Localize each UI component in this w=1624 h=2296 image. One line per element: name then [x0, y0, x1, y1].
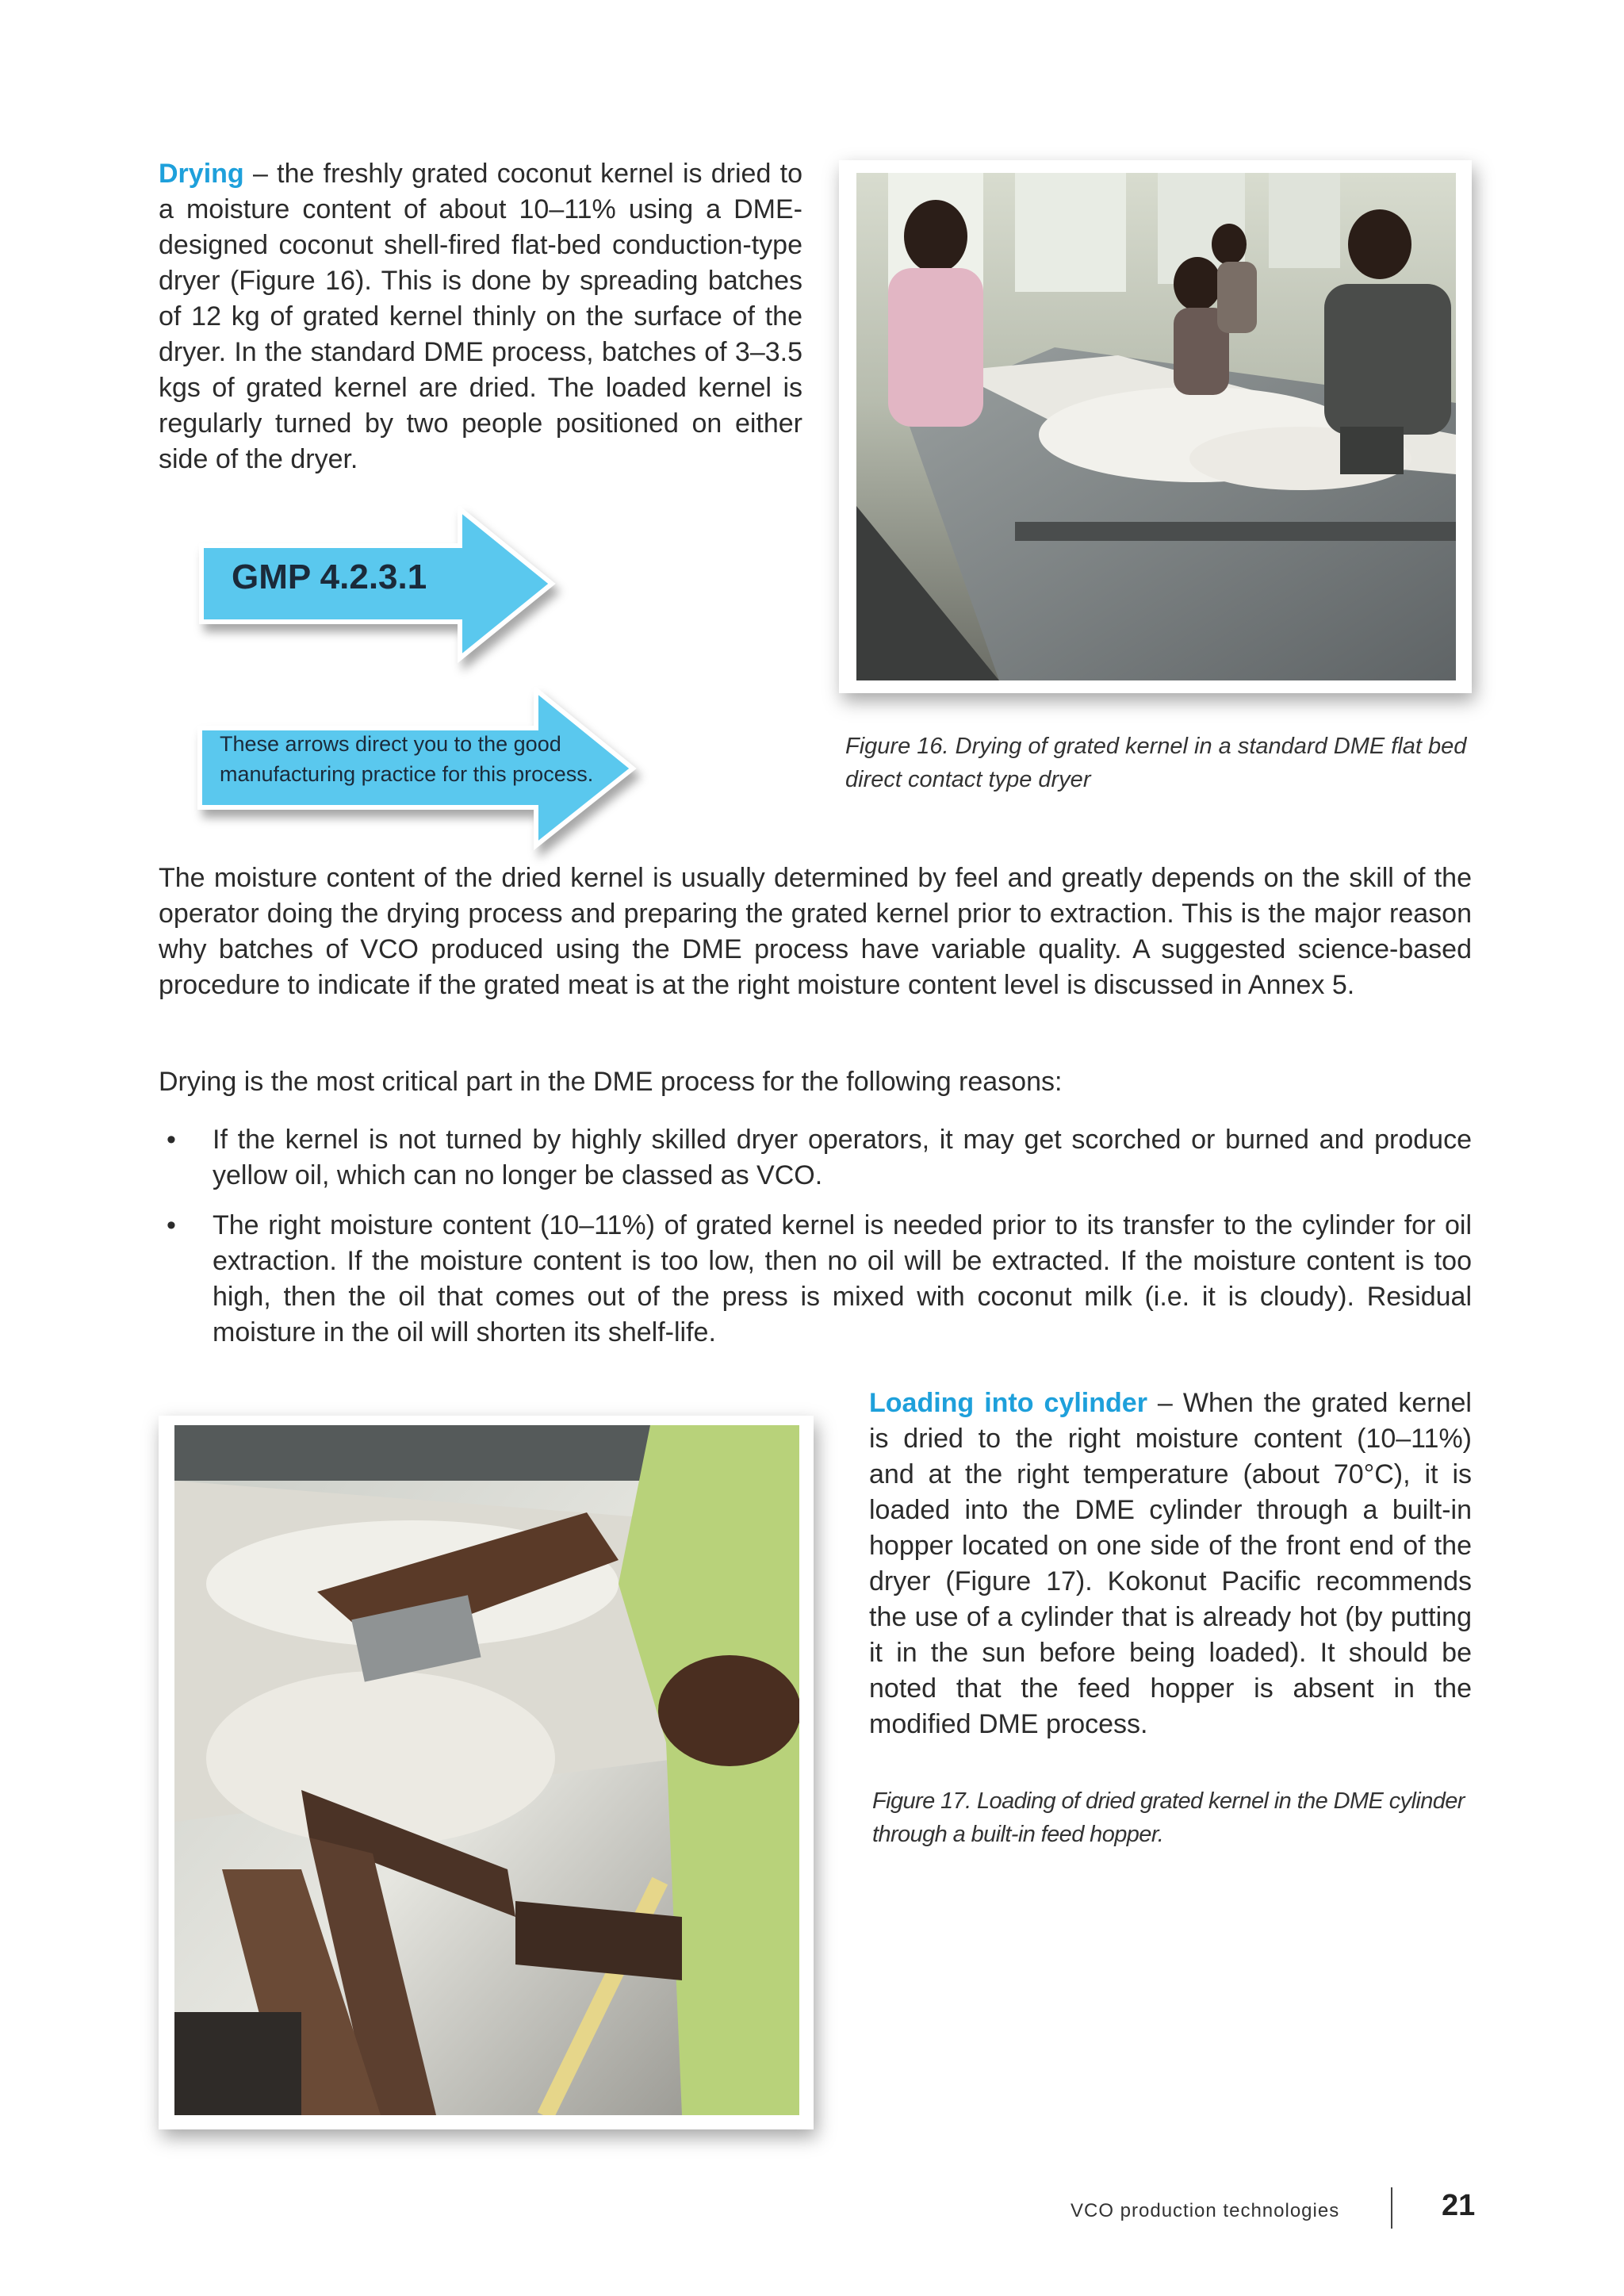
figure16-caption-line2: direct contact type dryer: [845, 767, 1091, 792]
figure17-caption-line2: through a built-in feed hopper.: [872, 1822, 1164, 1847]
bullet-dot: •: [167, 1125, 176, 1155]
bullet-text: The right moisture content (10–11%) of grated kernel is needed prior to its transfer to the cylinder for oil extraction. If the moisture content is too low, then no oil will be extracted. If the moisture content is too high, then the oil that comes out of the press is mixed with coconut milk (i.e. it is cloudy). Residual moisture in the oil will shorten its shelf-life.: [213, 1210, 1472, 1347]
bullet-text: If the kernel is not turned by highly skilled dryer operators, it may get scorched or burned and produce yellow oil, which can no longer be classed as VCO.: [213, 1125, 1472, 1190]
bullet-dot: •: [167, 1210, 176, 1240]
critical-paragraph: Drying is the most critical part in the DME process for the following reasons:: [159, 1067, 1063, 1097]
drying-heading: Drying: [159, 159, 244, 189]
figure16-caption: [845, 730, 1472, 796]
figure17-caption: [872, 1784, 1475, 1851]
figure16-photo: [856, 173, 1456, 680]
loading-paragraph: [869, 1386, 1472, 1742]
list-item: [159, 1208, 1472, 1351]
info-arrow-line1: These arrows direct you to the good: [220, 732, 561, 756]
footer-section: VCO production technologies: [1071, 2200, 1340, 2221]
figure17-caption-line1: Figure 17. Loading of dried grated kernel in the DME cylinder: [872, 1788, 1465, 1814]
drying-paragraph: [159, 156, 802, 477]
footer-divider: [1391, 2187, 1392, 2229]
figure17-frame: [159, 1416, 814, 2129]
reasons-list: [159, 1122, 1472, 1365]
drying-text: – the freshly grated coconut kernel is dried to a moisture content of about 10–11% using a DME-designed coconut shell-fired flat-bed conduction-type dryer (Figure 16). This is done by spreading batches of 12 kg of grated kernel thinly on the surface of the dryer. In the standard DME process, batches of 3–3.5 kgs of grated kernel are dried. The loaded kernel is regularly turned by two people positioned on either side of the dryer.: [159, 159, 802, 474]
page-number: 21: [1442, 2189, 1476, 2222]
info-arrow-text: [220, 729, 593, 789]
loading-heading: Loading into cylinder: [869, 1388, 1147, 1418]
figure17-photo: [174, 1425, 799, 2115]
loading-text: – When the grated kernel is dried to the right moisture content (10–11%) and at the right temperature (about 70°C), it is loaded into the DME cylinder through a built-in hopper located on one side of the front end of the dryer (Figure 17). Kokonut Pacific recommends the use of a cylinder that is already hot (by putting it in the sun before being loaded). It should be noted that the feed hopper is absent in the modified DME process.: [869, 1388, 1472, 1739]
info-arrow-line2: manufacturing practice for this process.: [220, 762, 594, 786]
moisture-paragraph: The moisture content of the dried kernel is usually determined by feel and greatly depends on the skill of the operator doing the drying process and preparing the grated kernel prior to extraction. This is the major reason why batches of VCO produced using the DME process have variable quality. A suggested science-based procedure to indicate if the grated meat is at the right moisture content level is discussed in Annex 5.: [159, 863, 1472, 1000]
list-item: [159, 1122, 1472, 1194]
figure16-caption-line1: Figure 16. Drying of grated kernel in a standard DME flat bed: [845, 734, 1467, 759]
figure16-frame: [839, 160, 1472, 693]
gmp-label: GMP 4.2.3.1: [232, 558, 427, 596]
